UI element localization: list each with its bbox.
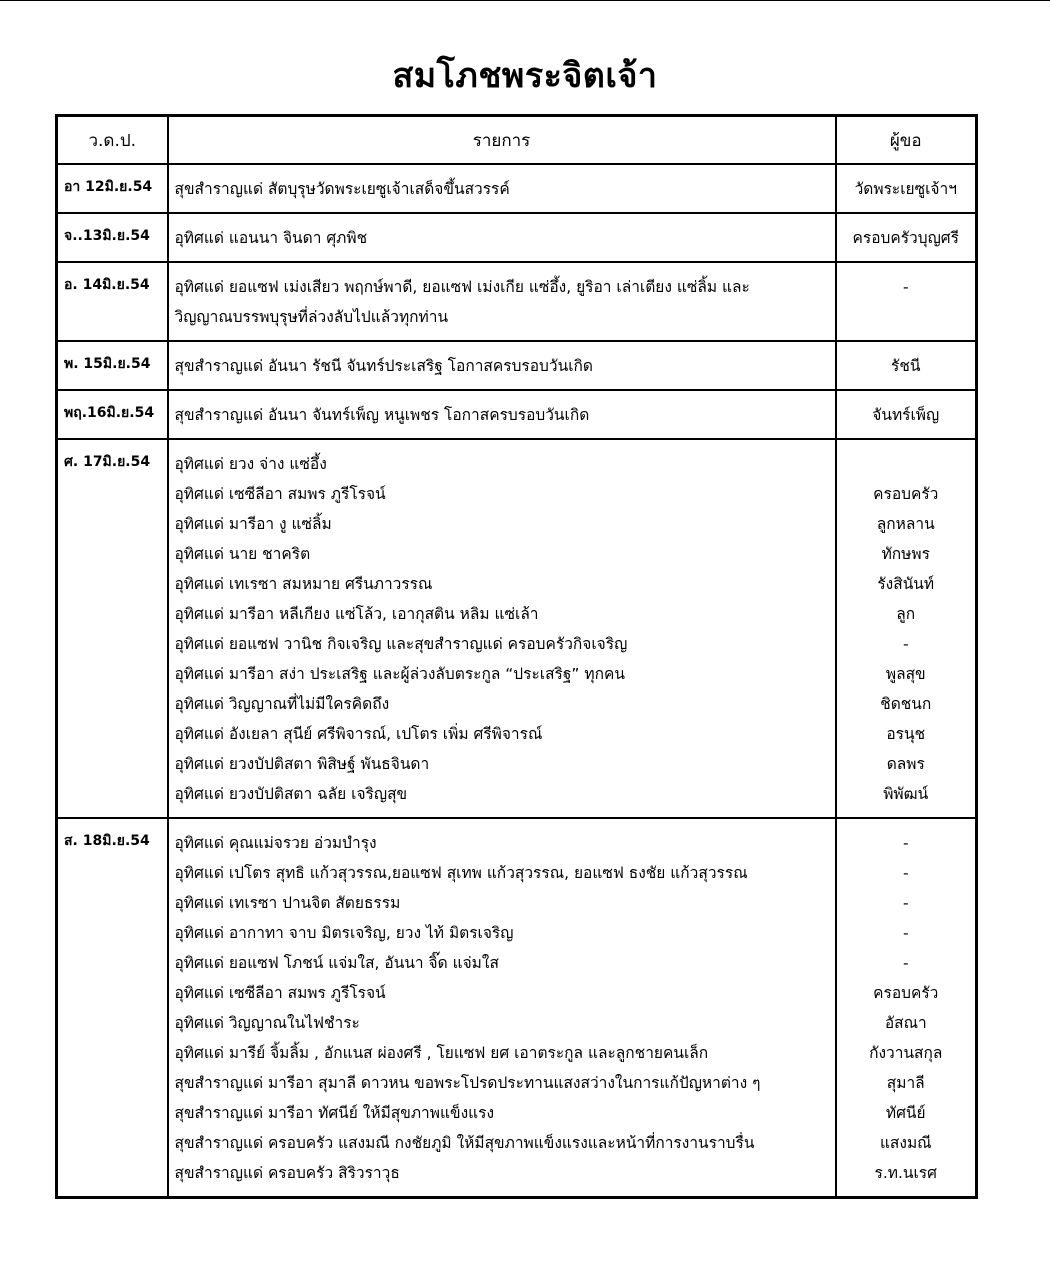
intention-line: อุทิศแด่ ยวงบัปติสตา พิสิษฐ์ พันธจินดา xyxy=(174,755,430,773)
row-intentions xyxy=(168,390,836,439)
requester-line: ทัศนีย์ xyxy=(885,1104,926,1122)
row-intentions xyxy=(168,439,836,818)
requester-line: - xyxy=(902,924,909,942)
table-row xyxy=(57,341,977,390)
requester-line: - xyxy=(902,834,909,852)
table-header-row xyxy=(57,116,977,165)
requester-line: ครอบครัว xyxy=(873,984,939,1002)
table-row xyxy=(57,818,977,1198)
column-header-requester: ผู้ขอ xyxy=(836,116,977,165)
intention-line: อุทิศแด่ อังเยลา สุนีย์ ศรีพิจารณ์, เปโตร เพิ่ม ศรีพิจารณ์ xyxy=(174,725,543,743)
row-requesters xyxy=(836,262,977,341)
row-requesters xyxy=(836,213,977,262)
intention-line: อุทิศแด่ ยอแซฟ เม่งเสียว พฤกษ์พาดี, ยอแซฟ เม่งเกีย แซ่อึ้ง, ยูริอา เล่าเตียง แซ่ลิ้ม และ xyxy=(174,278,750,296)
intention-line: อุทิศแด่ เซซีลีอา สมพร ภูรีโรจน์ xyxy=(174,485,386,503)
intention-line: สุขสำราญแด่ มารีอา ทัศนีย์ ให้มีสุขภาพแข็งแรง xyxy=(174,1104,495,1122)
requester-line: ร.ท.นเรศ xyxy=(874,1164,937,1182)
intention-line: อุทิศแด่ ยวงบัปติสตา ฉลัย เจริญสุข xyxy=(174,785,408,803)
intention-line: อุทิศแด่ นาย ชาคริต xyxy=(174,545,311,563)
requester-line: อัสณา xyxy=(884,1014,927,1032)
intention-line: อุทิศแด่ เทเรซา สมหมาย ศรีนภาวรรณ xyxy=(174,575,433,593)
requester-line: พูลสุข xyxy=(885,665,926,683)
row-intentions xyxy=(168,818,836,1198)
requester-line: ลูกหลาน xyxy=(876,515,935,533)
requester-line xyxy=(837,449,976,479)
requester-line: - xyxy=(902,635,909,653)
requester-line: พิพัฒน์ xyxy=(883,785,929,803)
table-row xyxy=(57,262,977,341)
requester-line: รังสินันท์ xyxy=(877,575,935,593)
requester-line: จันทร์เพ็ญ xyxy=(872,406,940,424)
requester-line: อรนุช xyxy=(886,725,926,743)
page-title: สมโภชพระจิตเจ้า xyxy=(392,56,658,96)
intention-line: สุขสำราญแด่ อันนา จันทร์เพ็ญ หนูเพชร โอกาสครบรอบวันเกิด xyxy=(174,406,590,424)
intention-line: อุทิศแด่ มารีอา สง่า ประเสริฐ และผู้ล่วงลับตระกูล “ประเสริฐ” ทุกคน xyxy=(174,665,625,683)
mass-intentions-table xyxy=(55,114,978,1199)
requester-line: ลูก xyxy=(896,605,916,623)
column-header-items: รายการ xyxy=(168,116,836,165)
intention-line: อุทิศแด่ อากาทา จาบ มิตรเจริญ, ยวง ไท้ มิตรเจริญ xyxy=(174,924,514,942)
intention-line: อุทิศแด่ ยอแซฟ โภชน์ แจ่มใส, อันนา จิ๊ด แจ่มใส xyxy=(174,954,499,972)
intention-line: สุขสำราญแด่ ครอบครัว แสงมณี กงชัยภูมิ ให้มีสุขภาพแข็งแรงและหน้าที่การงานราบรื่น xyxy=(174,1134,755,1152)
table-row xyxy=(57,164,977,213)
intention-line: อุทิศแด่ ยวง จ่าง แซ่อึ้ง xyxy=(174,455,327,473)
requester-line: ครอบครัวบุญศรี xyxy=(852,229,959,247)
requester-line: สุมาลี xyxy=(886,1074,925,1092)
requester-line: รัชนี xyxy=(891,357,921,375)
row-date: ส. 18มิ.ย.54 xyxy=(57,818,168,1198)
requester-line: - xyxy=(902,894,909,912)
intention-line: อุทิศแด่ วิญญาณในไฟชำระ xyxy=(174,1014,360,1032)
intention-line: สุขสำราญแด่ สัตบุรุษวัดพระเยซูเจ้าเสด็จขึ้นสวรรค์ xyxy=(174,180,510,198)
intention-line: อุทิศแด่ ยอแซฟ วานิช กิจเจริญ และสุขสำราญแด่ ครอบครัวกิจเจริญ xyxy=(174,635,628,653)
row-requesters xyxy=(836,439,977,818)
row-date: พฤ.16มิ.ย.54 xyxy=(57,390,168,439)
top-border-line xyxy=(0,0,1050,1)
intention-line: สุขสำราญแด่ อันนา รัชนี จันทร์ประเสริฐ โอกาสครบรอบวันเกิด xyxy=(174,357,593,375)
row-intentions xyxy=(168,213,836,262)
row-intentions xyxy=(168,164,836,213)
column-header-date: ว.ด.ป. xyxy=(57,116,168,165)
row-requesters xyxy=(836,341,977,390)
intention-line: วิญญาณบรรพบุรุษที่ล่วงลับไปแล้วทุกท่าน xyxy=(174,308,449,326)
row-date: จ..13มิ.ย.54 xyxy=(57,213,168,262)
row-intentions xyxy=(168,262,836,341)
table-row xyxy=(57,213,977,262)
row-requesters xyxy=(836,164,977,213)
intention-line: สุขสำราญแด่ มารีอา สุมาลี ดาวหน ขอพระโปรดประทานแสงสว่างในการแก้ปัญหาต่าง ๆ xyxy=(174,1074,761,1092)
requester-line: - xyxy=(902,278,909,296)
intention-line: อุทิศแด่ เทเรซา ปานจิต สัตยธรรม xyxy=(174,894,401,912)
requester-line: ดลพร xyxy=(886,755,925,773)
requester-line: ชิดชนก xyxy=(880,695,932,713)
requester-line: - xyxy=(902,954,909,972)
row-date: พ. 15มิ.ย.54 xyxy=(57,341,168,390)
row-date: อ. 14มิ.ย.54 xyxy=(57,262,168,341)
requester-line: วัดพระเยซูเจ้าฯ xyxy=(854,180,957,198)
intention-line: อุทิศแด่ แอนนา จินดา ศุภพิช xyxy=(174,229,368,247)
row-requesters xyxy=(836,818,977,1198)
row-date: อา 12มิ.ย.54 xyxy=(57,164,168,213)
intention-line: อุทิศแด่ มารีย์ จิ้มลิ้ม , อักแนส ผ่องศรี , โยแซฟ ยศ เอาตระกูล และลูกชายคนเล็ก xyxy=(174,1044,709,1062)
requester-line: ครอบครัว xyxy=(873,485,939,503)
intention-line: อุทิศแด่ เซซีลีอา สมพร ภูรีโรจน์ xyxy=(174,984,386,1002)
intention-line: อุทิศแด่ มารีอา หลีเกียง แซ่โล้ว, เอากุสติน หลิม แซ่เล้า xyxy=(174,605,539,623)
requester-line: - xyxy=(902,864,909,882)
intention-line: อุทิศแด่ วิญญาณที่ไม่มีใครคิดถึง xyxy=(174,695,390,713)
intention-line: อุทิศแด่ คุณแม่จรวย อ่วมบำรุง xyxy=(174,834,377,852)
intention-line: สุขสำราญแด่ ครอบครัว สิริวราวุธ xyxy=(174,1164,400,1182)
row-date: ศ. 17มิ.ย.54 xyxy=(57,439,168,818)
row-requesters xyxy=(836,390,977,439)
intention-line: อุทิศแด่ มารีอา งู แซ่ลิ้ม xyxy=(174,515,332,533)
requester-line: แสงมณี xyxy=(879,1134,932,1152)
requester-line: ทักษพร xyxy=(881,545,930,563)
intention-line: อุทิศแด่ เปโตร สุทธิ แก้วสุวรรณ,ยอแซฟ สุเทพ แก้วสุวรรณ, ยอแซฟ ธงชัย แก้วสุวรรณ xyxy=(174,864,748,882)
table-row xyxy=(57,439,977,818)
row-intentions xyxy=(168,341,836,390)
requester-line: กังวานสกุล xyxy=(869,1044,943,1062)
table-row xyxy=(57,390,977,439)
